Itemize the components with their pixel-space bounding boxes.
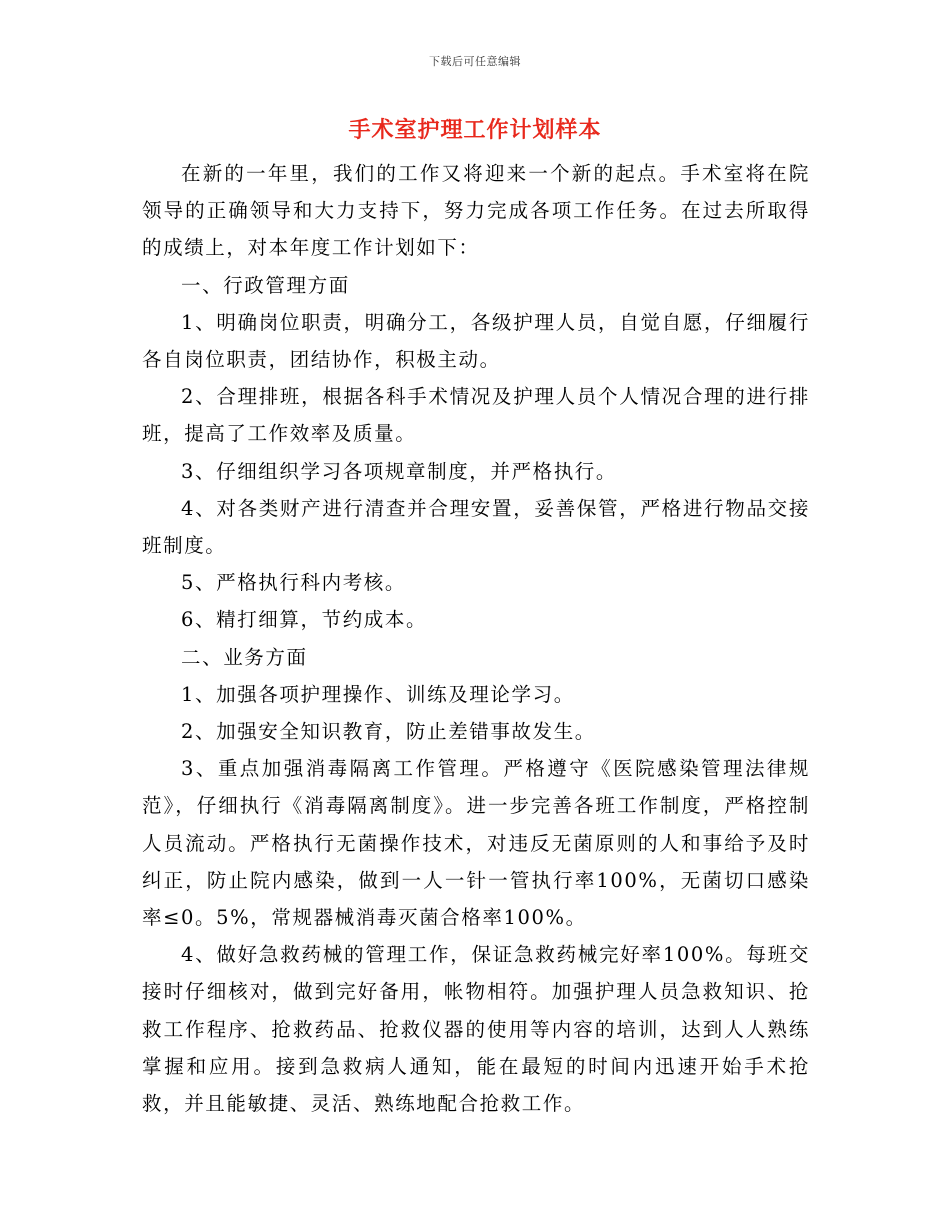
section-heading-admin: 一、行政管理方面	[181, 273, 350, 297]
paragraph: 4、对各类财产进行清查并合理安置，妥善保管，严格进行物品交接班制度。	[142, 496, 810, 558]
paragraph: 3、仔细组织学习各项规章制度，并严格执行。	[181, 459, 618, 483]
paragraph: 6、精打细算，节约成本。	[181, 608, 428, 632]
paragraph-intro: 在新的一年里，我们的工作又将迎来一个新的起点。手术室将在院领导的正确领导和大力支持下，努力完成各项工作任务。在过去所取得的成绩上，对本年度工作计划如下：	[142, 162, 810, 260]
paragraph: 1、加强各项护理操作、训练及理论学习。	[181, 682, 575, 706]
header-note: 下载后可任意编辑	[429, 55, 521, 68]
paragraph: 5、严格执行科内考核。	[181, 571, 407, 595]
paragraph: 1、明确岗位职责，明确分工，各级护理人员，自觉自愿，仔细履行各自岗位职责，团结协作，积极主动。	[142, 310, 810, 372]
paragraph: 2、加强安全知识教育，防止差错事故发生。	[181, 720, 596, 744]
section-heading-business: 二、业务方面	[181, 645, 308, 669]
document-body	[142, 155, 810, 1122]
paragraph: 4、做好急救药械的管理工作，保证急救药械完好率100%。每班交接时仔细核对，做到完好备用，帐物相符。加强护理人员急救知识、抢救工作程序、抢救药品、抢救仪器的使用等内容的培训，达到人人熟练掌握和应用。接到急救病人通知，能在最短的时间内迅速开始手术抢救，并且能敏捷、灵活、熟练地配合抢救工作。	[142, 943, 810, 1116]
paragraph: 3、重点加强消毒隔离工作管理。严格遵守《医院感染管理法律规范》，仔细执行《消毒隔离制度》。进一步完善各班工作制度，严格控制人员流动。严格执行无菌操作技术，对违反无菌原则的人和事给予及时纠正，防止院内感染，做到一人一针一管执行率100%，无菌切口感染率≤0。5%，常规器械消毒灭菌合格率100%。	[142, 757, 810, 930]
paragraph: 2、合理排班，根据各科手术情况及护理人员个人情况合理的进行排班，提高了工作效率及质量。	[142, 385, 810, 446]
document-title: 手术室护理工作计划样本	[348, 117, 602, 143]
